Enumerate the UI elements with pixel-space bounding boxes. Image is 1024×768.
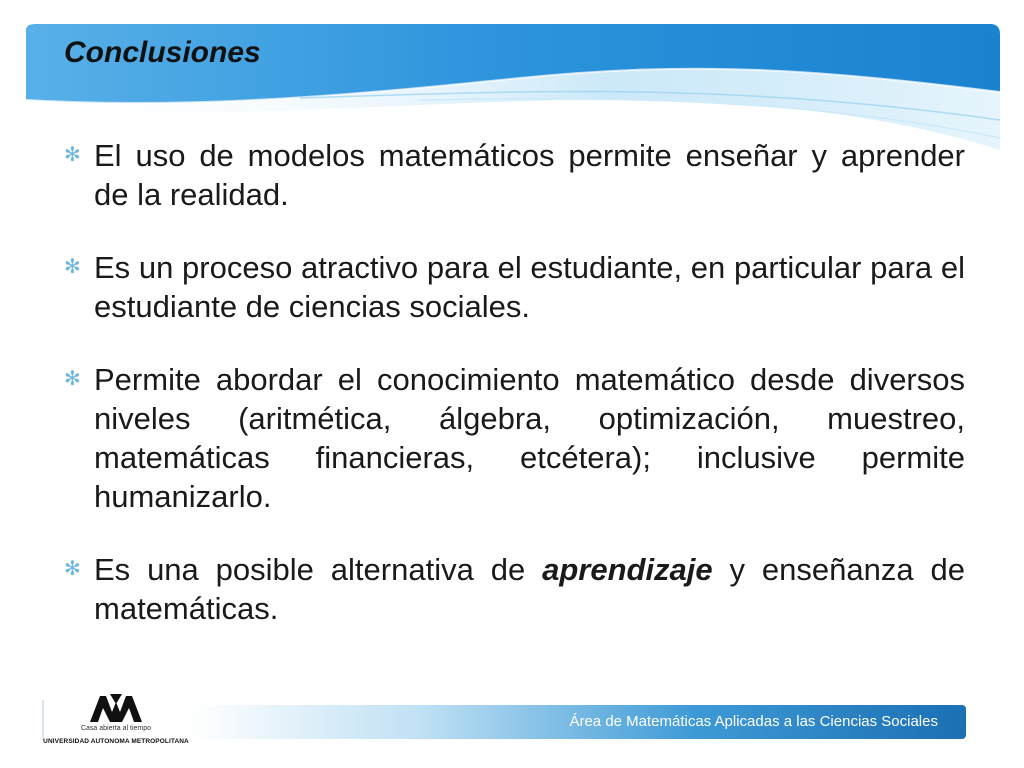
footer-area-text: Área de Matemáticas Aplicadas a las Ciencias Sociales: [569, 713, 938, 730]
bullet-item: [64, 550, 965, 628]
asterisk-bullet-icon: ✻: [64, 256, 81, 278]
bullet-item: [64, 248, 965, 326]
logo-tagline: Casa abierta al tiempo: [80, 725, 152, 732]
bullet-item: [64, 136, 965, 214]
university-logo: [40, 690, 192, 750]
bullet-item: [64, 360, 965, 516]
bullet-text-before: Es una posible alternativa de: [94, 552, 543, 587]
bullet-text-after: y enseñanza de matemáticas.: [94, 552, 965, 626]
bullet-text: El uso de modelos matemáticos permite enseñar y aprender de la realidad.: [94, 138, 965, 212]
emphasized-word: aprendizaje: [542, 552, 713, 587]
logo-university-name: UNIVERSIDAD AUTONOMA METROPOLITANA: [43, 738, 189, 745]
bullet-text: Es un proceso atractivo para el estudiante, en particular para el estudiante de ciencias sociales.: [94, 250, 965, 324]
asterisk-bullet-icon: ✻: [64, 558, 81, 580]
footer-bar: [190, 705, 966, 739]
bullet-text: Permite abordar el conocimiento matemático desde diversos niveles (aritmética, álgebra, optimización, muestreo, matemáticas financieras, etcétera); inclusive permite humanizarlo.: [94, 362, 965, 514]
asterisk-bullet-icon: ✻: [64, 368, 81, 390]
uam-logo-icon: [88, 690, 144, 724]
asterisk-bullet-icon: ✻: [64, 144, 81, 166]
bullet-list: [64, 136, 965, 662]
slide-title: Conclusiones: [64, 36, 261, 69]
